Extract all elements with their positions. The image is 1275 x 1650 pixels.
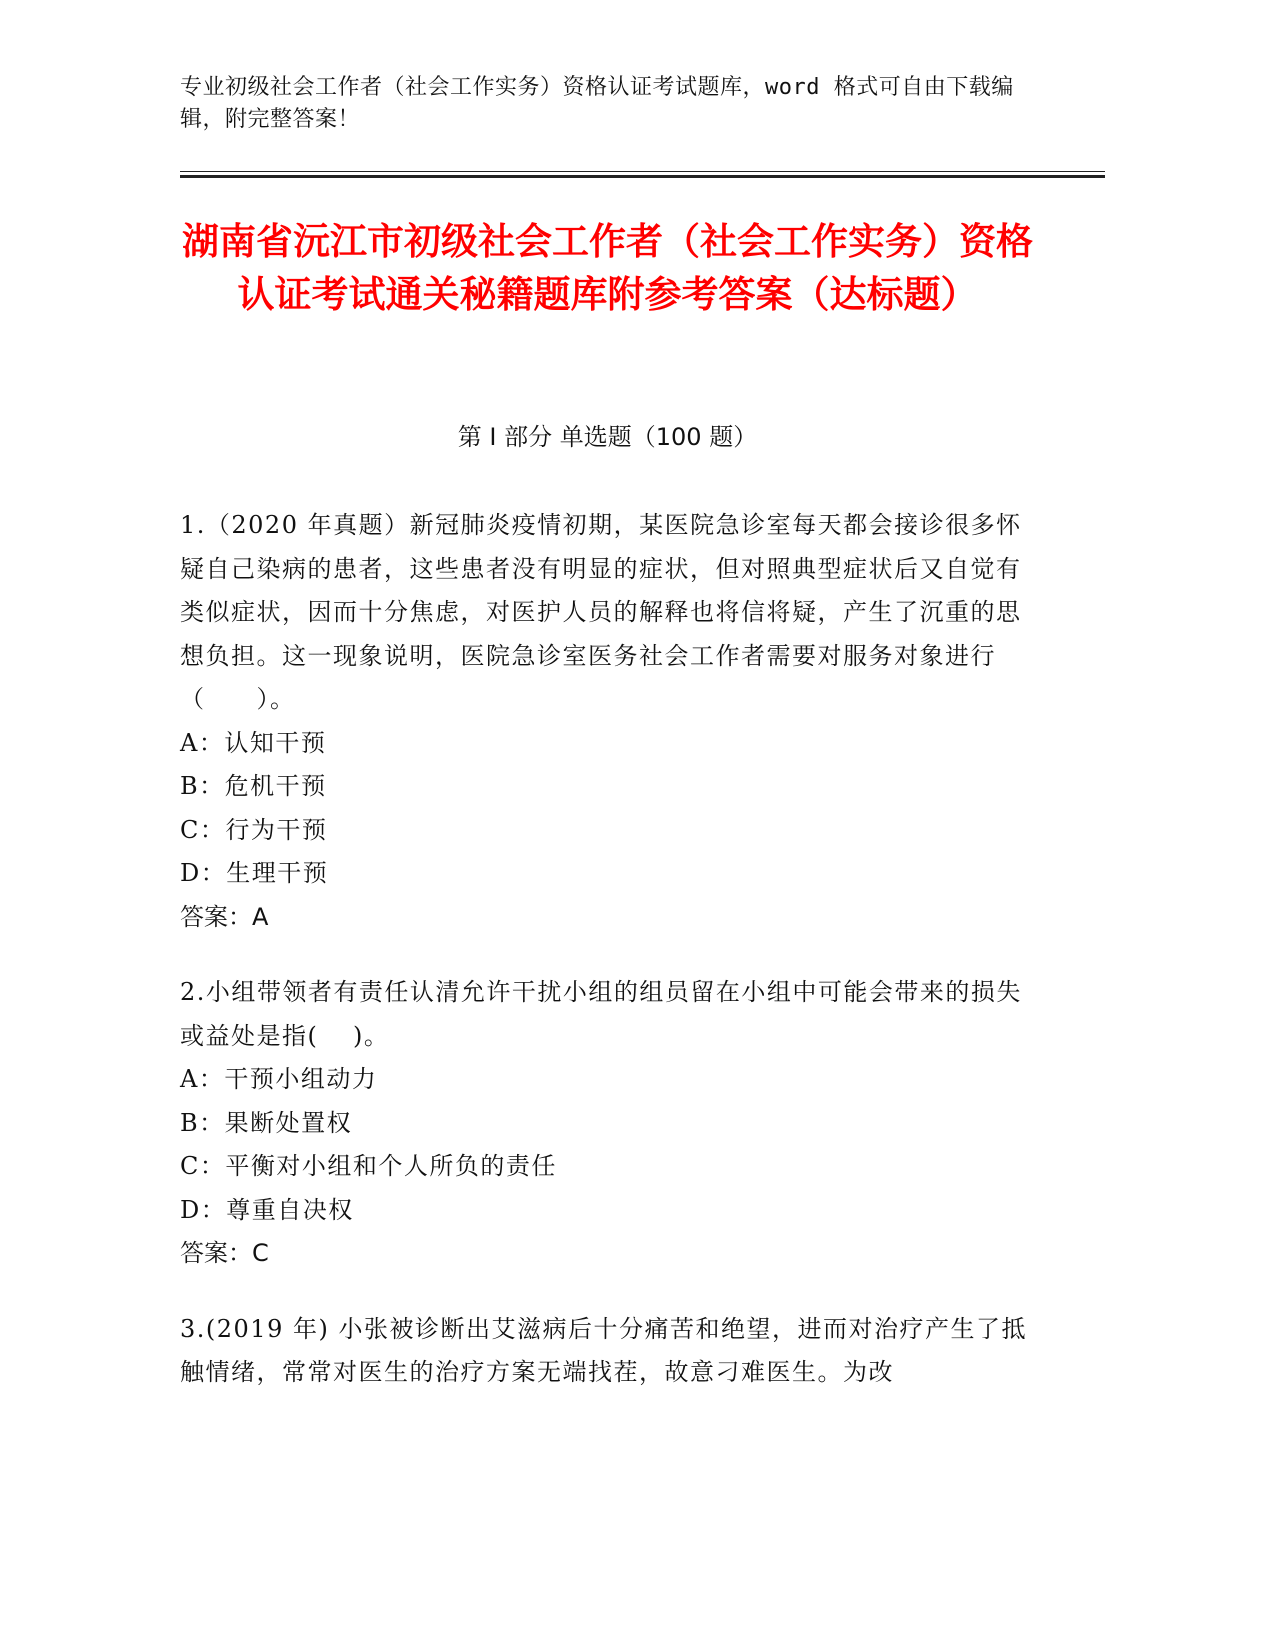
option-d: D：尊重自决权 <box>180 1195 354 1224</box>
question-stem: 1.（2020 年真题）新冠肺炎疫情初期，某医院急诊室每天都会接诊很多怀疑自己染病的患者，这些患者没有明显的症状，但对照典型症状后又自觉有类似症状，因而十分焦虑，对医护人员的解释也将信将疑，产生了沉重的思想负担。这一现象说明，医院急诊室医务社会工作者需要对服务对象进行（ ）。 <box>180 511 1022 713</box>
question-stem: 2.小组带领者有责任认清允许干扰小组的组员留在小组中可能会带来的损失或益处是指( )。 <box>180 978 1022 1050</box>
header-divider-thick <box>180 175 1105 178</box>
question-stem: 3.(2019 年) 小张被诊断出艾滋病后十分痛苦和绝望，进而对治疗产生了抵触情绪，常常对医生的治疗方案无端找茬，故意刁难医生。为改 <box>180 1314 1027 1386</box>
document-title: 湖南省沅江市初级社会工作者（社会工作实务）资格认证考试通关秘籍题库附参考答案（达标题） <box>182 220 1033 316</box>
option-b: B：果断处置权 <box>180 1108 353 1137</box>
option-c: C：行为干预 <box>180 815 328 844</box>
answer-line: 答案：C <box>180 1239 269 1267</box>
option-b: B：危机干预 <box>180 772 327 800</box>
section-heading: 第 I 部分 单选题（100 题） <box>457 423 758 451</box>
question-3 <box>180 1308 1040 1395</box>
header-divider-thin <box>180 171 1105 172</box>
question-list <box>180 504 1040 1427</box>
header-note: 专业初级社会工作者（社会工作实务）资格认证考试题库，word 格式可自由下载编辑，附完整答案！ <box>180 75 1014 132</box>
answer-line: 答案：A <box>180 902 269 931</box>
question-2 <box>180 971 1040 1276</box>
question-1 <box>180 504 1040 939</box>
option-a: A：干预小组动力 <box>180 1065 378 1093</box>
option-d: D：生理干预 <box>180 859 329 887</box>
option-c: C：平衡对小组和个人所负的责任 <box>180 1152 557 1180</box>
option-a: A：认知干预 <box>180 728 327 757</box>
